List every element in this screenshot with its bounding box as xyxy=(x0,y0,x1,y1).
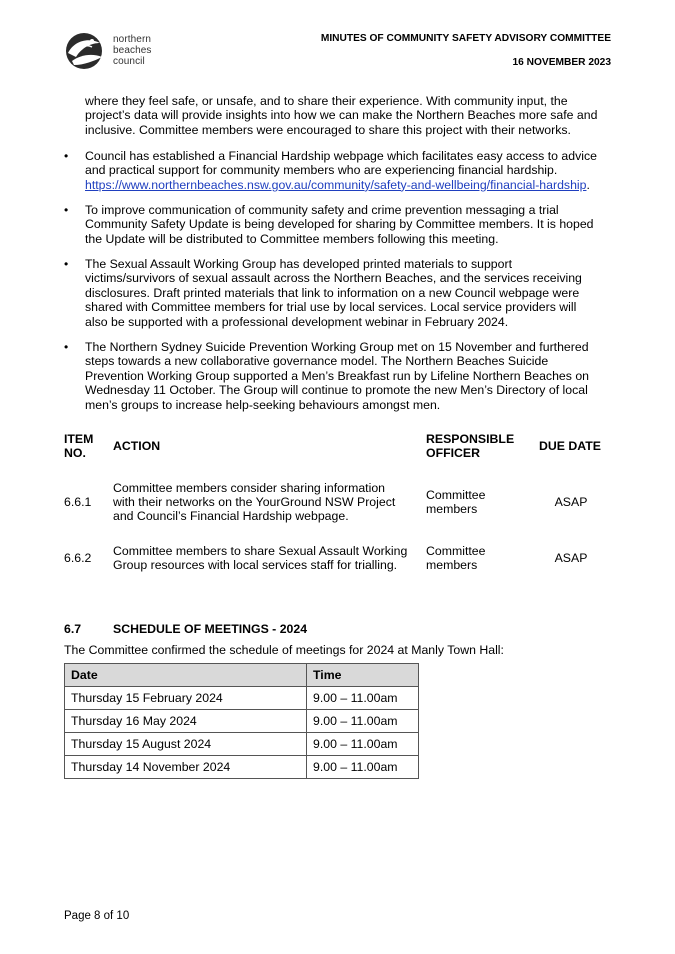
meeting-date: Thursday 15 August 2024 xyxy=(65,733,307,756)
text-line: men’s groups to increase help-seeking behaviours amongst men. xyxy=(85,397,441,412)
text-line: members xyxy=(426,502,478,517)
action-text xyxy=(113,544,423,572)
meeting-time: 9.00 – 11.00am xyxy=(307,687,419,710)
text-line: with their networks on the YourGround NSW Project xyxy=(113,495,396,510)
table-header-row xyxy=(65,664,419,687)
text-line: disclosures. Draft printed materials that link to information on a new Council webpage were xyxy=(85,285,580,300)
section-title: SCHEDULE OF MEETINGS - 2024 xyxy=(113,622,308,636)
meeting-schedule-table xyxy=(64,663,419,779)
text-line: The Northern Sydney Suicide Prevention Working Group met on 15 November and furthered xyxy=(85,340,589,354)
text-line: where they feel safe, or unsafe, and to share their experience. With community input, the xyxy=(85,94,568,108)
header-text: OFFICER xyxy=(426,446,480,460)
action-due-date: ASAP xyxy=(554,551,588,565)
logo-line: council xyxy=(113,56,145,67)
meeting-time: 9.00 – 11.00am xyxy=(307,733,419,756)
text-line: members xyxy=(426,558,478,573)
bullet-item xyxy=(85,257,611,329)
text-line xyxy=(85,178,611,192)
action-text xyxy=(113,481,418,524)
text-line: Wednesday 11 October. The Group will continue to promote the new Men’s Directory of local xyxy=(85,383,588,398)
action-officer xyxy=(426,544,485,572)
intro-paragraph xyxy=(85,94,611,137)
financial-hardship-link[interactable]: https://www.northernbeaches.nsw.gov.au/community/safety-and-wellbeing/financial-hardship xyxy=(85,177,587,192)
document-date: 16 NOVEMBER 2023 xyxy=(512,57,611,68)
text-line: the Update will be distributed to Committee members following this meeting. xyxy=(85,231,499,246)
header-text: ITEM xyxy=(64,432,94,446)
table-row xyxy=(65,733,419,756)
header-due-date: DUE DATE xyxy=(539,439,601,453)
text-line: shared with Committee members for trial use by local services. Local service providers will xyxy=(85,300,577,315)
column-header-time: Time xyxy=(307,664,419,687)
bullet-icon: • xyxy=(64,203,69,217)
link-suffix: . xyxy=(586,177,590,192)
text-line: inclusive. Committee members were encouraged to share this project with their networks. xyxy=(85,122,571,137)
bullet-item xyxy=(85,340,611,412)
logo-line: northern xyxy=(113,34,152,45)
text-line: project’s data will provide insights into how we can make the Northern Beaches more safe and xyxy=(85,108,598,123)
table-row xyxy=(65,710,419,733)
document-title: MINUTES OF COMMUNITY SAFETY ADVISORY COMMITTEE xyxy=(320,33,611,44)
meeting-date: Thursday 14 November 2024 xyxy=(65,756,307,779)
meeting-time: 9.00 – 11.00am xyxy=(307,756,419,779)
text-line: victims/survivors of sexual assault across the Northern Beaches, and the services receiving xyxy=(85,271,582,286)
text-line: Committee xyxy=(426,488,486,502)
action-item-no: 6.6.1 xyxy=(64,495,92,509)
council-logo-icon xyxy=(62,29,108,75)
table-row xyxy=(65,756,419,779)
bullet-item xyxy=(85,149,611,192)
text-line: The Sexual Assault Working Group has developed printed materials to support xyxy=(85,257,512,271)
section-number: 6.7 xyxy=(64,622,82,636)
bullet-item xyxy=(85,203,611,246)
text-line: and Council’s Financial Hardship webpage. xyxy=(113,509,349,524)
meeting-date: Thursday 15 February 2024 xyxy=(65,687,307,710)
header-text: RESPONSIBLE xyxy=(426,432,515,446)
text-line: Committee members consider sharing information xyxy=(113,481,386,495)
bullet-icon: • xyxy=(64,340,69,354)
action-officer xyxy=(426,488,485,516)
text-line: steps towards a new collaborative governance model. The Northern Beaches Suicide xyxy=(85,354,549,369)
page-number: Page 8 of 10 xyxy=(64,910,130,922)
action-item-no: 6.6.2 xyxy=(64,551,92,565)
column-header-date: Date xyxy=(65,664,307,687)
header-action: ACTION xyxy=(113,439,161,453)
text-line: Council has established a Financial Hardship webpage which facilitates easy access to advice xyxy=(85,149,597,163)
text-line: Group resources with local services staff for trialling. xyxy=(113,558,398,573)
text-line: also be supported with a professional development webinar in February 2024. xyxy=(85,314,509,329)
text-line: Committee xyxy=(426,544,486,558)
text-line: and practical support for community members who are experiencing financial hardship. xyxy=(85,163,558,178)
header-responsible-officer xyxy=(426,432,514,460)
action-due-date: ASAP xyxy=(554,495,588,509)
bullet-icon: • xyxy=(64,149,69,163)
text-line: Committee members to share Sexual Assault Working xyxy=(113,544,408,558)
meeting-time: 9.00 – 11.00am xyxy=(307,710,419,733)
council-logo xyxy=(62,29,172,75)
logo-line: beaches xyxy=(113,45,152,56)
text-line: To improve communication of community safety and crime prevention messaging a trial xyxy=(85,203,559,217)
logo-wordmark xyxy=(113,34,152,67)
header-item-no xyxy=(64,432,93,460)
section-intro: The Committee confirmed the schedule of meetings for 2024 at Manly Town Hall: xyxy=(64,643,504,657)
meeting-date: Thursday 16 May 2024 xyxy=(65,710,307,733)
text-line: Prevention Working Group supported a Men’s Breakfast run by Lifeline Northern Beaches on xyxy=(85,368,589,383)
bullet-icon: • xyxy=(64,257,69,271)
header-text: NO. xyxy=(64,446,86,460)
text-line: Community Safety Update is being developed for sharing by Committee members. It is hoped xyxy=(85,217,594,232)
table-row xyxy=(65,687,419,710)
